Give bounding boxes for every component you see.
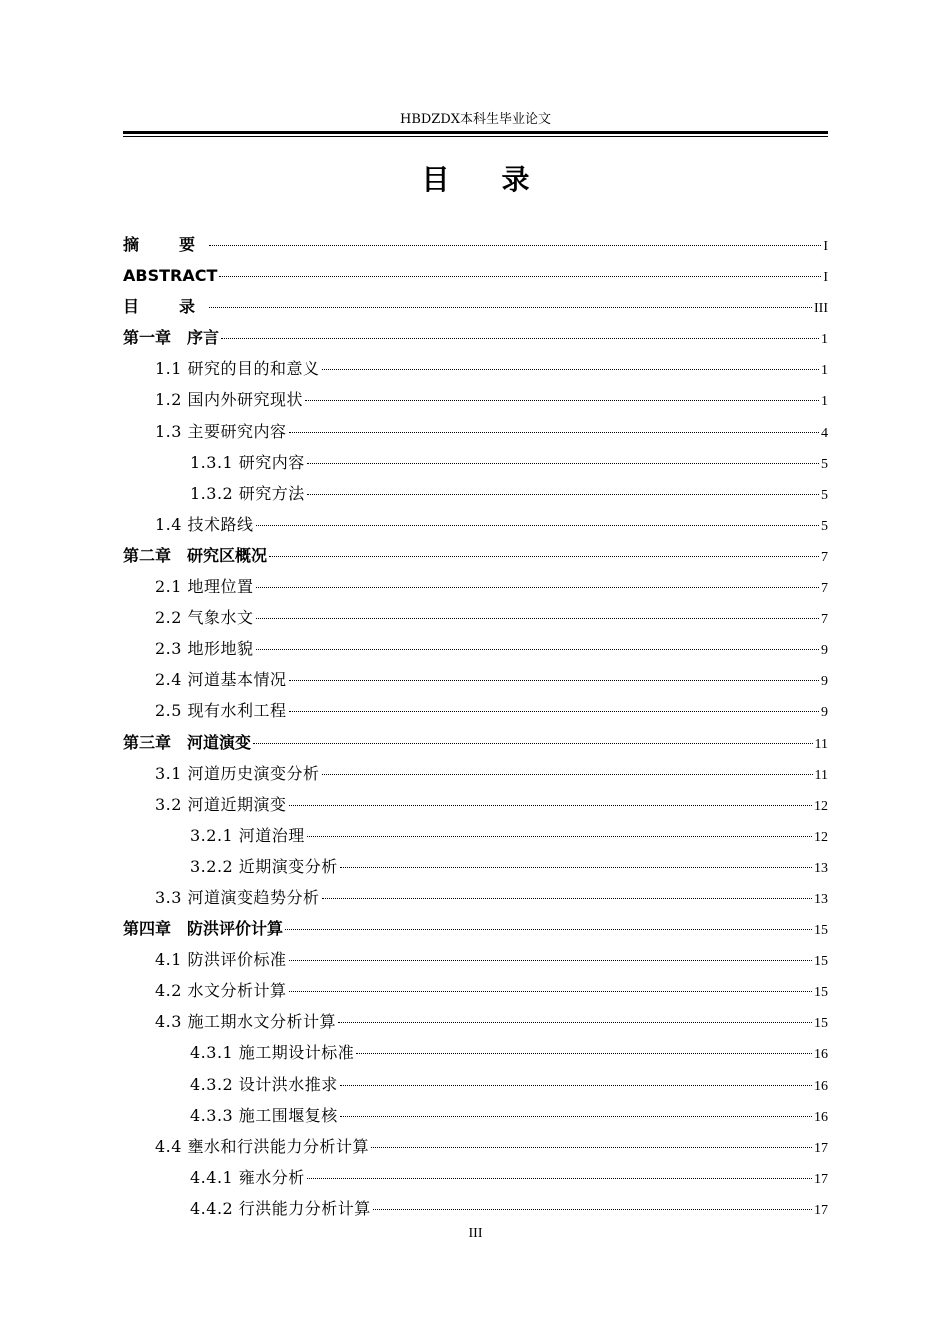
toc-entry-label: 4.4 壅水和行洪能力分析计算 — [155, 1136, 370, 1156]
toc-section-entry[interactable] — [123, 758, 828, 789]
toc-entry-page: 15 — [814, 1016, 828, 1032]
toc-dot-leader — [338, 1022, 812, 1023]
toc-dot-leader — [289, 711, 819, 712]
toc-subsection-entry[interactable] — [123, 447, 828, 478]
toc-entry-label: 1.4 技术路线 — [155, 514, 254, 534]
toc-entry-label: 第三章 河道演变 — [123, 732, 252, 752]
toc-dot-leader — [256, 649, 819, 650]
toc-entry-label: 3.2 河道近期演变 — [155, 794, 287, 814]
toc-dot-leader — [209, 245, 821, 246]
toc-dot-leader — [253, 743, 813, 744]
toc-entry-label: 4.2 水文分析计算 — [155, 981, 287, 1001]
toc-entry-label: 4.3.1 施工期设计标准 — [190, 1043, 355, 1063]
toc-section-entry[interactable] — [123, 882, 828, 913]
toc-dot-leader — [340, 1085, 812, 1086]
toc-entry-page: 16 — [814, 1078, 828, 1094]
toc-section-entry[interactable] — [123, 602, 828, 633]
toc-subsection-entry[interactable] — [123, 851, 828, 882]
toc-dot-leader — [209, 307, 812, 308]
toc-section-entry[interactable] — [123, 509, 828, 540]
toc-dot-leader — [221, 338, 819, 339]
toc-dot-leader — [307, 836, 812, 837]
page-number: III — [468, 1226, 483, 1241]
toc-dot-leader — [289, 960, 812, 961]
header-rule-thin — [123, 136, 828, 137]
toc-chapter-entry[interactable] — [123, 913, 828, 944]
toc-entry-label: ABSTRACT — [123, 266, 218, 286]
toc-dot-leader — [307, 1178, 812, 1179]
toc-entry-page: 5 — [821, 487, 828, 503]
toc-entry-label: 1.1 研究的目的和意义 — [155, 359, 320, 379]
toc-subsection-entry[interactable] — [123, 1162, 828, 1193]
toc-entry-page: 12 — [814, 798, 828, 814]
toc-entry-page: 11 — [814, 767, 828, 783]
header-rule-thick — [123, 131, 828, 134]
toc-entry-page: 15 — [814, 985, 828, 1001]
toc-entry-page: 9 — [821, 705, 828, 721]
toc-dot-leader — [256, 587, 819, 588]
toc-chapter-entry[interactable] — [123, 727, 828, 758]
toc-entry-label: 3.2.1 河道治理 — [190, 825, 305, 845]
toc-dot-leader — [307, 463, 819, 464]
toc-entry-label: 摘 要 — [123, 235, 208, 254]
toc-entry-label: 1.3.1 研究内容 — [190, 452, 305, 472]
toc-entry-label: 2.1 地理位置 — [155, 577, 254, 597]
toc-dot-leader — [322, 369, 819, 370]
toc-entry-label: 2.3 地形地貌 — [155, 639, 254, 659]
toc-entry-label: 4.4.1 雍水分析 — [190, 1167, 305, 1187]
toc-entry-page: 15 — [814, 954, 828, 970]
toc-entry-page: I — [823, 270, 828, 286]
toc-entry-label: 2.2 气象水文 — [155, 608, 254, 628]
toc-entry-label: 4.1 防洪评价标准 — [155, 950, 287, 970]
toc-section-entry[interactable] — [123, 975, 828, 1006]
toc-dot-leader — [340, 1116, 812, 1117]
toc-entry-page: 11 — [814, 736, 828, 752]
toc-dot-leader — [269, 556, 819, 557]
toc-dot-leader — [289, 680, 819, 681]
toc-entry-label: 第一章 序言 — [123, 328, 220, 348]
toc-dot-leader — [340, 867, 812, 868]
toc-dot-leader — [219, 276, 821, 277]
toc-entry-label: 第二章 研究区概况 — [123, 545, 268, 565]
toc-section-entry[interactable] — [123, 789, 828, 820]
toc-dot-leader — [289, 991, 812, 992]
toc-dot-leader — [371, 1147, 812, 1148]
toc-section-entry[interactable] — [123, 353, 828, 384]
toc-entry-label: 3.1 河道历史演变分析 — [155, 763, 320, 783]
toc-dot-leader — [322, 774, 813, 775]
toc-entry-page: 9 — [821, 674, 828, 690]
toc-subsection-entry[interactable] — [123, 1100, 828, 1131]
toc-dot-leader — [289, 432, 819, 433]
toc-entry-page: 7 — [821, 612, 828, 628]
toc-subsection-entry[interactable] — [123, 820, 828, 851]
toc-entry-label: 4.4.2 行洪能力分析计算 — [190, 1198, 371, 1218]
table-of-contents — [123, 229, 828, 1224]
toc-subsection-entry[interactable] — [123, 1069, 828, 1100]
toc-entry-page: 7 — [821, 581, 828, 597]
toc-entry-page: 13 — [814, 860, 828, 876]
toc-entry-page: 9 — [821, 643, 828, 659]
toc-subsection-entry[interactable] — [123, 478, 828, 509]
toc-entry-label: 3.2.2 近期演变分析 — [190, 856, 338, 876]
toc-entry-label: 3.3 河道演变趋势分析 — [155, 887, 320, 907]
toc-dot-leader — [305, 400, 819, 401]
toc-entry-label: 2.5 现有水利工程 — [155, 701, 287, 721]
toc-section-entry[interactable] — [123, 384, 828, 415]
toc-entry-label: 1.3 主要研究内容 — [155, 421, 287, 441]
toc-dot-leader — [322, 898, 812, 899]
toc-chapter-entry[interactable] — [123, 322, 828, 353]
toc-title: 目录 — [421, 163, 582, 196]
toc-entry-page: 16 — [814, 1047, 828, 1063]
toc-dot-leader — [256, 618, 819, 619]
toc-entry-page: 17 — [814, 1202, 828, 1218]
toc-entry-page: 1 — [821, 394, 828, 410]
toc-section-entry[interactable] — [123, 571, 828, 602]
toc-section-entry[interactable] — [123, 633, 828, 664]
toc-entry-label: 4.3.3 施工围堰复核 — [190, 1105, 338, 1125]
toc-chapter-entry[interactable] — [123, 291, 828, 322]
toc-chapter-entry[interactable] — [123, 540, 828, 571]
toc-entry-page: 15 — [814, 923, 828, 939]
toc-dot-leader — [307, 494, 819, 495]
toc-chapter-entry[interactable] — [123, 260, 828, 291]
running-header: HBDZDX本科生毕业论文 — [399, 112, 552, 127]
toc-section-entry[interactable] — [123, 664, 828, 695]
toc-entry-page: 1 — [821, 363, 828, 379]
toc-entry-page: I — [823, 239, 828, 254]
toc-entry-label: 第四章 防洪评价计算 — [123, 919, 284, 939]
toc-entry-page: 16 — [814, 1109, 828, 1125]
toc-dot-leader — [256, 525, 819, 526]
toc-entry-page: III — [814, 301, 828, 317]
toc-section-entry[interactable] — [123, 1006, 828, 1037]
toc-dot-leader — [285, 929, 812, 930]
toc-section-entry[interactable] — [123, 695, 828, 726]
toc-entry-page: 12 — [814, 829, 828, 845]
toc-subsection-entry[interactable] — [123, 1037, 828, 1068]
toc-section-entry[interactable] — [123, 416, 828, 447]
toc-section-entry[interactable] — [123, 1131, 828, 1162]
toc-entry-label: 2.4 河道基本情况 — [155, 670, 287, 690]
header-double-rule — [123, 131, 828, 138]
toc-chapter-entry[interactable] — [123, 229, 828, 260]
toc-dot-leader — [373, 1209, 812, 1210]
toc-entry-label: 4.3.2 设计洪水推求 — [190, 1074, 338, 1094]
toc-entry-page: 7 — [821, 549, 828, 565]
toc-entry-page: 13 — [814, 891, 828, 907]
toc-entry-page: 1 — [821, 332, 828, 348]
toc-entry-page: 5 — [821, 456, 828, 472]
toc-entry-label: 4.3 施工期水文分析计算 — [155, 1012, 337, 1032]
toc-entry-page: 4 — [821, 425, 828, 441]
toc-entry-label: 1.3.2 研究方法 — [190, 483, 305, 503]
toc-entry-page: 17 — [814, 1140, 828, 1156]
toc-dot-leader — [289, 805, 812, 806]
toc-section-entry[interactable] — [123, 944, 828, 975]
toc-entry-page: 5 — [821, 518, 828, 534]
toc-entry-label: 目 录 — [123, 297, 208, 317]
toc-subsection-entry[interactable] — [123, 1193, 828, 1224]
toc-entry-label: 1.2 国内外研究现状 — [155, 390, 304, 410]
toc-entry-page: 17 — [814, 1171, 828, 1187]
toc-dot-leader — [356, 1053, 812, 1054]
